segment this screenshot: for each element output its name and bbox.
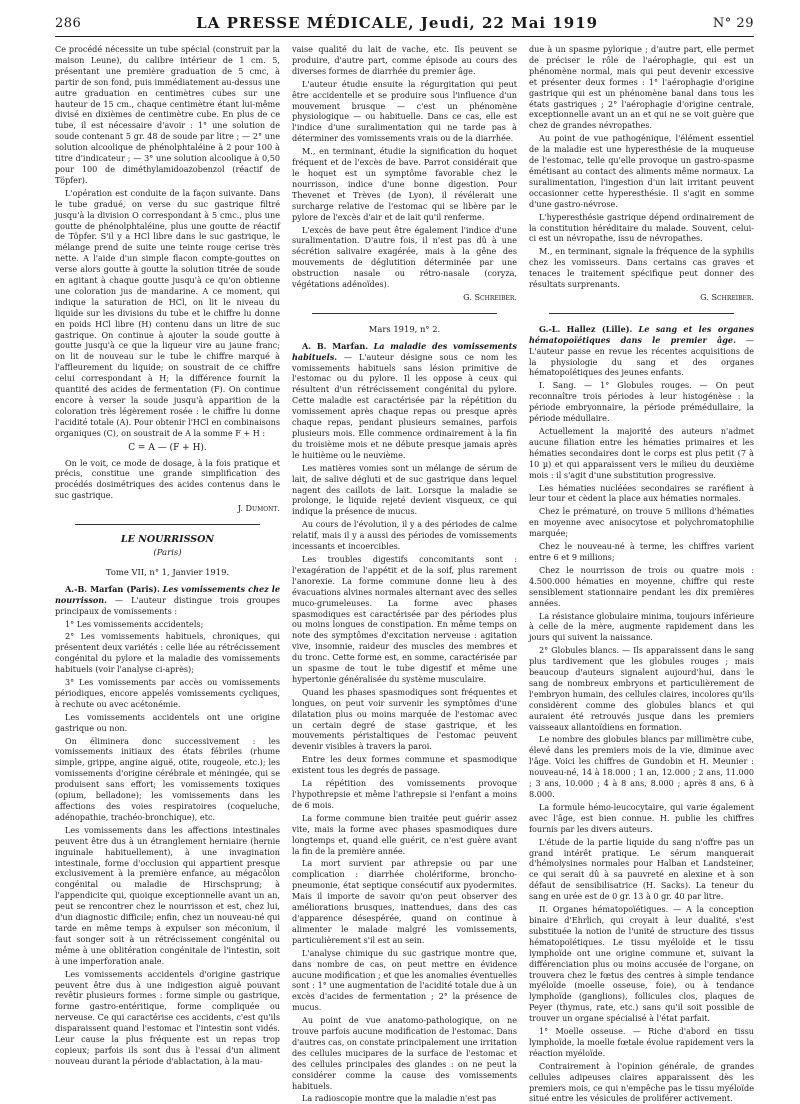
paragraph: — L'auteur désigne sous ce nom les vomissements habituels sans lésion primitive de l'estomac ou du pylore. Il les oppose à ceux qui résultent d'un rétrécissement congénital du pylore. Cette maladie est caractérisée par la répétition du vomissement après chaque repas ou presque après chaque repas, pendant plusieurs semaines, parfois plusieurs mois. Elle commence ordinairement à la fin du troisième mois et ne débute presque jamais après le huitième ou le neuvième. (292, 351, 518, 460)
paragraph: — L'auteur passe en revue les récentes acquisitions de la physiologie du sang et des organes hématopoïétiques des jeunes enfants. (529, 334, 754, 378)
paragraph: La formule hémo-leucocytaire, qui varie également avec l'âge, est bien connue. H. publie les chiffres fournis par les divers auteurs. (529, 801, 754, 834)
article-author: A. B. Marfan. (302, 340, 369, 351)
column-2 (292, 44, 518, 1104)
list-item: 3° Les vomissements par accès ou vomissements périodiques, encore appelés vomissements cycliques, à rechute ou avec acétonémie. (55, 677, 280, 709)
list-item: 2° Les vomissements habituels, chroniques, qui présentent deux variétés : celle liée au rétrécissement congénital du pylore et la maladie des vomissements habituels (voir l'analyse ci-après); (55, 631, 280, 675)
paragraph: Entre les deux formes commune et spasmodique existent tous les degrés de passage. (292, 754, 517, 776)
column-3 (529, 44, 754, 1104)
article-author: A.-B. Marfan (Paris). (65, 583, 160, 594)
section-subtitle: (Paris) (153, 547, 182, 558)
paragraph: M., en terminant, signale la fréquence de la syphilis chez les vomisseurs. Dans certains cas graves et tenaces le traitement spécifique peut donner des résultats surprenants. (529, 246, 754, 290)
paragraph: On éliminera donc successivement : les vomissements initiaux des états fébriles (rhume simple, grippe, angine aiguë, otite, rougeole, etc.); les vomissements d'origine cérébrale et méningée, qui se produisent sans effort; les vomissements toxiques (opium, belladone); les vomissements dans les affections des voies respiratoires (coqueluche, adénopathie, trachéo-bronchique), etc. (55, 735, 280, 822)
signature: G. Schreiber. (463, 291, 517, 302)
paragraph: La mort survient par athrepsie ou par une complication : diarrhée cholériforme, broncho-pneumonie, état septique consécutif aux pyodermites. Mais il importe de savoir qu'on peut observer des améliorations brusques, inattendues, dans des cas d'apparence désespérée, quand on continue à alimenter le malade malgré les vomissements, particulièrement s'il est au sein. (292, 858, 517, 945)
article-lead (55, 584, 280, 617)
article-lead (529, 324, 754, 379)
paragraph: Quand les phases spasmodiques sont fréquentes et longues, on peut voir survenir les symptômes d'une dilatation plus ou moins marquée de l'estomac avec un certain degré de stase gastrique, et les mouvements péristaltiques de l'estomac peuvent devenir visibles à travers la paroi. (292, 686, 517, 752)
paragraph: La forme commune bien traitée peut guérir assez vite, mais la forme avec phases spasmodiques dure longtemps et, quand elle guérit, ce n'est guère avant la fin de la première année. (292, 812, 517, 856)
issue-number: N° 29 (712, 15, 754, 31)
paragraph: Contrairement à l'opinion générale, de grandes cellules adipeuses claires apparaissent dès les premiers mois, ce qui n'empêche pas le tissu myéloïde situé entre les vésicules de proliférer activement. (529, 1060, 754, 1104)
paragraph: — L'auteur distingue trois groupes principaux de vomissements : (55, 594, 280, 616)
paragraph: Au point de vue anatomo-pathologique, on ne trouve parfois aucune modification de l'estomac. Dans d'autres cas, on constate principalement une irritation des cellules mucipares de la surface de l'estomac et des cellules principales des glandes : on ne peut la considérer comme la cause des vomissements habituels. (292, 1015, 517, 1091)
article-author: G.-L. Hallez (Lille). (539, 323, 633, 334)
paragraph: 2° Globules blancs. — Ils apparaissent dans le sang plus tardivement que les globules rouges ; mais beaucoup d'auteurs signalent aujourd'hui, dans le sang de nombreux embryons et particulièrement de l'embryon humain, des cellules claires, incolores qu'ils considèrent comme des globules blancs et qui auraient été retrouvés jusque dans les premiers vaisseaux allantoïdiens en formation. (529, 645, 754, 732)
paragraph: On le voit, ce mode de dosage, à la fois pratique et précis, constitue une grande simplification des procédés dosimétriques des acides contenus dans le suc gastrique. (55, 457, 280, 501)
section-title: LE NOURRISSON (120, 534, 215, 546)
paragraph: La répétition des vomissements provoque l'hypothrepsie et même l'athrepsie si l'enfant a moins de 6 mois. (292, 778, 517, 810)
paragraph: Actuellement la majorité des auteurs n'admet aucune filiation entre les hématies primaires et les hématies secondaires dont le corps est plus petit (7 à 10 µ) et qui apparaissent vers le milieu du deuxième mois : il s'agit d'une substitution progressive. (529, 426, 754, 480)
paragraph: Les vomissements accidentels ont une origine gastrique ou non. (55, 711, 280, 733)
paragraph: Les vomissements accidentels d'origine gastrique peuvent être dus à une indigestion aiguë pouvant revêtir plusieurs formes : forme simple ou gastrique, forme gastro-entéritique, forme compliquée ou nerveuse. Ce qui caractérise ces accidents, c'est qu'ils disparaissent quand l'estomac et l'intestin sont vidés. Leur cause la plus fréquente est un repas trop copieux; parfois ils sont dus à l'essai d'un aliment nouveau durant la période d'ablactation, à la mau- (55, 968, 280, 1066)
page-number: 286 (55, 15, 82, 31)
paragraph: L'auteur étudie ensuite la régurgitation qui peut être accidentelle et se produire sous l'influence d'un mouvement brusque — c'est un phénomène physiologique — ou habituelle. Dans ce cas, elle est l'indice d'une suralimentation qui ne tarde pas à déterminer des vomissements vrais ou de la diarrhée. (292, 78, 517, 144)
paragraph: L'analyse chimique du suc gastrique montre que, dans nombre de cas, on peut mettre en évidence aucune modification ; et que les anomalies éventuelles sont : 1° une augmentation de l'acidité totale due à un excès d'acides de fermentation ; 2° la présence de mucus. (292, 947, 517, 1013)
paragraph: Les matières vomies sont un mélange de sérum de lait, de salive dégluti et de suc gastrique dans lequel nagent des caillots de lait. Lorsque la maladie se prolonge, le liquide rejeté devient visqueux, ce qui indique la présence de mucus. (292, 462, 517, 517)
article-lead (292, 341, 517, 461)
paragraph: L'étude de la partie liquide du sang n'offre pas un grand intérêt pratique. Le sérum manquerait d'hémolysines normales pour Halban et Landsteiner, ce qui serait dû à sa pauvreté en alexine et à son défaut de sensibilisatrice (H. Sacks). La teneur du sang en urée est de 0 gr. 13 à 0 gr. 40 par litre. (529, 836, 754, 902)
article-title: La maladie des vomissements habituels. (292, 340, 517, 362)
tome-reference: Tome VII, n° 1, Janvier 1919. (105, 566, 230, 577)
paragraph: Chez le nouveau-né à terme, les chiffres varient entre 6 et 9 millions; (529, 541, 754, 562)
paragraph: Au point de vue pathogénique, l'élément essentiel de la maladie est une hyperesthésie de la muqueuse de l'estomac, telle qu'elle provoque un gastro-spasme émétisant au contact des aliments même normaux. La suralimentation, l'ingestion d'un lait irritant peuvent occasionner cette hyperesthésie. Il s'agit en somme d'une gastro-névrose. (529, 133, 754, 209)
paragraph: Les troubles digestifs concomitants sont : l'exagération de l'appétit et de la soif, plus rarement l'anorexie. La forme commune donne lieu à des évacuations alvines normales alternant avec des selles muco-grumeleuses. La forme avec phases spasmodiques est caractérisée par des périodes plus ou moins longues de constipation. En même temps on note des symptômes d'excitation nerveuse : agitation vive, insomnie, raideur des muscles des membres et du tronc. Cette forme est, en somme, caractérisée par un spasme de tout le tube digestif et même une hypertonie généralisée du système musculaire. (292, 553, 517, 684)
paragraph: Les vomissements dans les affections intestinales peuvent être dus à un étranglement herniaire (hernie inguinale habituellement), à une invagination intestinale, forme d'occlusion qui appartient presque exclusivement à la première enfance, au mégacôlon congénital ou maladie de Hirschsprung; à l'appendicite qui, quoique exceptionnelle avant un an, peut se rencontrer chez le nourrisson et est, chez lui, d'un diagnostic difficile; enfin, chez un nouveau-né qui tarde en même temps à expulser son méconium, il faut songer soit à un rétrécissement congénital ou même à une oblitération congénitale de l'intestin, soit à une imperforation anale. (55, 824, 280, 966)
paragraph: I. Sang. — 1° Globules rouges. — On peut reconnaître trois périodes à leur histogénèse : la période embryonnaire, la période prémédullaire, la période médullaire. (529, 380, 754, 424)
paragraph: L'hyperesthésie gastrique dépend ordinairement de la constitution héréditaire du malade. Souvent, celui-ci est un névropathe, issu de névropathes. (529, 211, 754, 244)
paragraph: Au cours de l'évolution, il y a des périodes de calme relatif, mais il y a aussi des périodes de vomissements incessants et incoercibles. (292, 519, 517, 552)
divider (75, 524, 260, 525)
paragraph: Le nombre des globules blancs par millimètre cube, élevé dans les premiers mois de la vie, diminue avec l'âge. Voici les chiffres de Gundobin et H. Meunier : nouveau-né, 14 à 18.000 ; 1 an, 12.000 ; 2 ans, 11.000 ; 3 ans, 10.000 ; 4 à 8 ans, 8.000 ; après 8 ans, 6 à 8.000. (529, 734, 754, 799)
paragraph: Les hématies nucléées secondaires se raréfient à leur tour et cèdent la place aux hématies normales. (529, 482, 754, 504)
article-title: Les vomissements chez le nourrisson. (55, 583, 280, 605)
paragraph: La résistance globulaire minima, toujours inférieure à celle de la mère, augmente rapidement dans les jours qui suivent la naissance. (529, 610, 754, 643)
paragraph: due à un spasme pylorique ; d'autre part, elle permet de préciser le rôle de l'aérophagie, qui est un phénomène normal, mais qui peut devenir excessive et présenter deux formes : 1° l'aérophagie d'origine gastrique qui est un phénomène banal dans tous les états gastriques ; 2° l'aérophagie d'origine centrale, exceptionnelle avant un an et qui ne se voit guère que chez de grandes névropathes. (529, 44, 754, 131)
column-1 (55, 44, 280, 1074)
paragraph: L'opération est conduite de la façon suivante. Dans le tube gradué, on verse du suc gastrique filtré jusqu'à la division O correspondant à 5 cmc., plus une goutte de phénolphtaléine, plus une goutte de réactif de Töpfer. S'il y a HCl libre dans le suc gastrique, le mélange prend de suite une teinte rouge cerise très nette. A l'aide d'un simple flacon compte-gouttes on verse alors goutte à goutte la solution titrée de soude en agitant à chaque goutte jusqu'à ce qu'on obtienne une coloration jus de mandarine. A ce moment, qui indique la saturation de HCl, on lit le niveau du liquide sur les divisions du tube et le chiffre lu donne en poids HCl libre (H) contenu dans un litre de suc gastrique. On continue à ajouter la soude goutte à goutte jusqu'à ce que la liqueur vire au jaune franc; on lit de nouveau sur le tube le chiffre marqué à l'affleurement du liquide; on soustrait de ce chiffre celui correspondant à H; la différence fournit la quantité des acides de fermentation (F). On continue encore à verser la soude jusqu'à apparition de la coloration très légèrement rosée : le chiffre lu donne l'acidité totale (A). Pour obtenir l'HCl en combinaisons organiques (C), on soustrait de A la somme F + H : (55, 187, 280, 438)
paragraph: Ce procédé nécessite un tube spécial (construit par la maison Leune), du calibre intérieur de 1 cm. 5, présentant une première graduation de 5 cmc, à partir de son fond, puis immédiatement au-dessus une autre graduation en centimètres cubes sur une hauteur de 15 cm., chaque centimètre étant lui-même divisé en dixièmes de centimètre cube. En plus de ce tube, il est nécessaire d'avoir : 1° une solution de soude contenant 5 gr. 48 de soude par litre ; — 2° une solution alcoolique de phénolphtaléine à 2 pour 100 à titre d'indicateur ; — 3° une solution alcoolique à 0,50 pour 100 de diméthylamidoazobenzol (réactif de Töpfer). (55, 44, 280, 185)
paragraph: M., en terminant, étudie la signification du hoquet fréquent et de l'excès de bave. Parrot considérait que le hoquet est un symptôme favorable chez le nourrisson, indice d'une bonne digestion. Pour Thevenet et Trèves (de Lyon), il révélerait une surcharge relative de l'estomac qui se libère par le pylore de l'excès d'air et de lait qu'il renferme. (292, 146, 517, 222)
paragraph: vaise qualité du lait de vache, etc. Ils peuvent se produire, d'autre part, comme épisode au cours des diverses formes de diarrhée du premier âge. (292, 44, 517, 76)
paragraph: 1° Moelle osseuse. — Riche d'abord en tissu lymphoïde, la moelle fœtale évolue rapidement vers la réaction myéloïde. (529, 1026, 754, 1058)
signature: J. Dumont. (237, 503, 280, 514)
columns (55, 44, 754, 1104)
page-header (55, 10, 754, 37)
journal-title: LA PRESSE MÉDICALE, Jeudi, 22 Mai 1919 (196, 14, 599, 32)
paragraph: Chez le prématuré, on trouve 5 millions d'hématies en moyenne avec anisocytose et polychromatophilie marquée; (529, 506, 754, 539)
divider (549, 313, 734, 314)
divider (312, 313, 497, 314)
paragraph: L'excès de bave peut être également l'indice d'une suralimentation. D'autre fois, il n'est pas dû à une sécrétion salivaire exagérée, mais à la gêne des mouvements de déglutition déterminée par une obstruction nasale ou rétro-nasale (coryza, végétations adénoïdes). (292, 224, 517, 290)
paragraph: La radioscopie montre que la maladie n'est pas (302, 1093, 497, 1104)
article-title: Le sang et les organes hématopoïétiques dans le premier âge. (529, 323, 754, 345)
formula: C = A — (F + H). (128, 442, 207, 453)
list-item: 1° Les vomissements accidentels; (65, 618, 204, 629)
signature: G. Schreiber. (700, 291, 754, 302)
paragraph: Chez le nourrisson de trois ou quatre mois : 4.500.000 hématies en moyenne, chiffre qui reste sensiblement stationnaire pendant les dix premières années. (529, 564, 754, 608)
issue-reference: Mars 1919, n° 2. (368, 323, 441, 334)
paragraph: II. Organes hématopoïétiques. — A la conception binaire d'Ehrlich, qui croyait à leur dualité, s'est substituée la notion de l'unité de structure des tissus hématopoïétiques. Le tissu myéloïde et le tissu lymphoïde ont une origine commune et, suivant la différenciation plus ou moins accusée de l'organe, on trouvera chez le fœtus des centres à simple tendance myéloïde (moelle osseuse, foie), ou à tendance lymphoïde (ganglions), follicules clos, plaques de Peyer (thymus, rate, etc.) sans qu'il soit possible de trouver un organe spécialisé à l'état parfait. (529, 904, 754, 1024)
